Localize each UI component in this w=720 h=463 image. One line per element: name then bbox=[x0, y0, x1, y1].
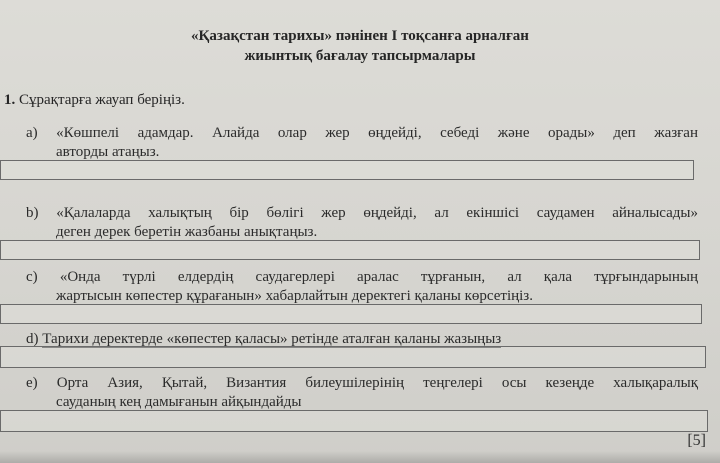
answer-box-c[interactable] bbox=[0, 304, 702, 324]
question-a-line1 bbox=[26, 124, 698, 143]
answer-box-b[interactable] bbox=[0, 240, 700, 260]
question-e-line1 bbox=[26, 374, 698, 393]
question-d-label: d) bbox=[26, 331, 39, 347]
question-a bbox=[26, 124, 698, 162]
question-a-text2: авторды атаңыз. bbox=[56, 144, 160, 160]
task-instruction bbox=[4, 92, 185, 109]
question-d-text1: Тарихи деректерде «көпестер қаласы» ретінде аталған қаланы жазыңыз bbox=[42, 331, 502, 347]
question-a-label: a) bbox=[26, 125, 38, 141]
question-e-label: e) bbox=[26, 375, 38, 391]
question-c-text1: «Онда түрлі елдердің саудагерлері аралас тұрғанын, ал қала тұрғындарының bbox=[59, 269, 698, 285]
task-number: 1. bbox=[4, 92, 16, 108]
question-e-text2: сауданың кең дамығанын айқындайды bbox=[56, 394, 302, 410]
question-c bbox=[26, 268, 698, 306]
question-c-line1 bbox=[26, 268, 698, 287]
question-b-text1: «Қалаларда халықтың бір бөлігі жер өңдейді, ал екіншісі саудамен айналысады» bbox=[56, 205, 698, 221]
question-c-label: c) bbox=[26, 269, 38, 285]
task-instruction-text: Сұрақтарға жауап беріңіз. bbox=[19, 92, 185, 108]
question-b-label: b) bbox=[26, 205, 39, 221]
answer-box-a[interactable] bbox=[0, 160, 694, 180]
score-marker: [5] bbox=[687, 432, 706, 449]
answer-box-d[interactable] bbox=[0, 346, 706, 368]
question-e-text1: Орта Азия, Қытай, Византия билеушілерінің теңгелері осы кезеңде халықаралық bbox=[56, 375, 698, 391]
question-e bbox=[26, 374, 698, 412]
question-b-text2: деген дерек беретін жазбаны анықтаңыз. bbox=[56, 224, 318, 240]
question-b bbox=[26, 204, 698, 242]
answer-box-e[interactable] bbox=[0, 410, 708, 432]
page-bottom-shadow bbox=[0, 451, 720, 463]
worksheet-title-line2: жиынтық бағалау тапсырмалары bbox=[244, 48, 476, 64]
question-a-text1: «Көшпелі адамдар. Алайда олар жер өңдейді, себеді және орады» деп жазған bbox=[56, 125, 698, 141]
question-b-line1 bbox=[26, 204, 698, 223]
question-c-text2: жартысын көпестер құрағанын» хабарлайтын деректегі қаланы көрсетіңіз. bbox=[56, 288, 533, 304]
worksheet-title-line1: «Қазақстан тарихы» пәнінен I тоқсанға арналған bbox=[191, 28, 529, 44]
